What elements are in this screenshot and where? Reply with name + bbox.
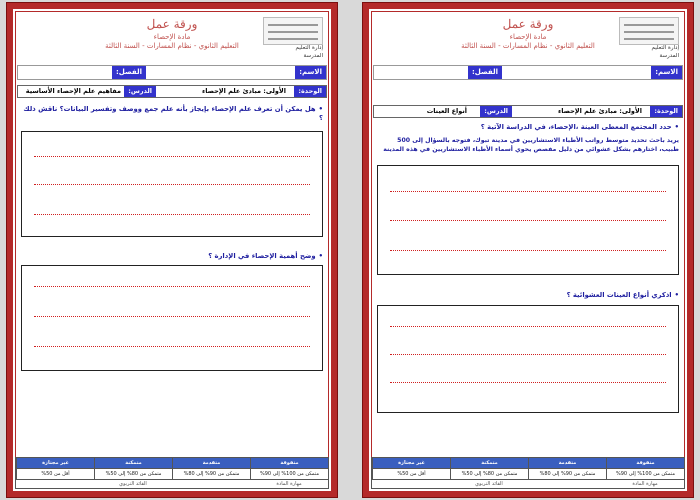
unit-value: الأولى: مبادئ علم الإحصاء	[201, 87, 286, 95]
unit-label: الوحدة:	[294, 86, 326, 97]
unit-value: الأولى: مبادئ علم الإحصاء	[557, 107, 642, 115]
bullet-icon: •	[318, 105, 323, 113]
lesson-label: الدرس:	[124, 86, 156, 97]
rubric-footer: القائد التربوي	[475, 481, 503, 487]
question-1: •هل يمكن أن تعرف علم الإحصاء بإيجاز بأنه علم جمع ووصف وتفسير البيانات؟ ناقش ذلك ؟	[23, 105, 323, 122]
rubric-footer	[16, 480, 94, 488]
rubric-footer	[528, 480, 606, 488]
track-title: التعليم الثانوي - نظام المسارات - السنة الثالثة	[461, 42, 595, 50]
unit-label: الوحدة:	[650, 106, 682, 117]
rubric-criterion: متمكن من 90% إلى 80%	[172, 469, 250, 479]
class-label: الفصل:	[112, 66, 146, 79]
rubric-criterion: أقل من 50%	[372, 469, 450, 479]
answer-box-2[interactable]	[377, 305, 679, 413]
rubric-level: متفوقة	[606, 458, 684, 468]
question-2: •وضح أهمية الإحصاء في الإدارة ؟	[208, 252, 323, 260]
rubric-criterion: متمكن من 90% إلى 80%	[528, 469, 606, 479]
admin-label: إدارة التعليم	[295, 45, 323, 51]
name-label: الاسم:	[295, 66, 326, 79]
name-label: الاسم:	[651, 66, 682, 79]
rubric-table	[371, 457, 685, 489]
admin-label: إدارة التعليم	[651, 45, 679, 51]
class-label: الفصل:	[468, 66, 502, 79]
bullet-icon: •	[674, 291, 679, 299]
worksheet-page-right	[363, 3, 693, 497]
rubric-level: غير مجتازة	[16, 458, 94, 468]
rubric-table	[15, 457, 329, 489]
track-title: التعليم الثانوي - نظام المسارات - السنة الثالثة	[105, 42, 239, 50]
answer-box-2[interactable]	[21, 265, 323, 371]
rubric-footer: القائد التربوي	[119, 481, 147, 487]
rubric-level: متقدمة	[172, 458, 250, 468]
lesson-label: الدرس:	[480, 106, 512, 117]
school-label: المدرسة	[303, 53, 323, 59]
rubric-criterion: متمكن من 100% إلى 90%	[250, 469, 328, 479]
rubric-footer: مهارة المادة	[632, 481, 658, 487]
school-label: المدرسة	[659, 53, 679, 59]
bullet-icon: •	[318, 252, 323, 260]
lesson-value: أنواع العينات	[426, 107, 467, 115]
question-2: •اذكري أنواع العينات العشوائية ؟	[566, 291, 679, 299]
bullet-icon: •	[674, 123, 679, 131]
question-1: •حدد المجتمع المعطى العينة ،الإحصاء، في الدراسة الآتية ؟	[480, 123, 679, 131]
rubric-criterion: متمكن من 80% إلى 50%	[450, 469, 528, 479]
worksheet-title: ورقة عمل	[502, 17, 554, 31]
study-text: يريد باحث تحديد متوسط رواتب الأطباء الاستشاريين في مدينة تبوك، فتوجه بالسؤال إلى 500 طبيب، اختارهم بشكل عشوائي من دليل مفصص يحوي أسماء الأطباء الاستشاريين في هذه المدينة	[383, 137, 679, 153]
lesson-info-row	[373, 105, 683, 118]
worksheet-title: ورقة عمل	[146, 17, 198, 31]
answer-box-1[interactable]	[377, 165, 679, 275]
rubric-level: غير مجتازة	[372, 458, 450, 468]
lesson-value: مفاهيم علم الإحصاء الأساسية	[25, 87, 121, 95]
rubric-level: متمكنة	[94, 458, 172, 468]
worksheet-page-left	[7, 3, 337, 497]
rubric-footer: مهارة المادة	[276, 481, 302, 487]
rubric-level: متقدمة	[528, 458, 606, 468]
rubric-criterion: متمكن من 100% إلى 90%	[606, 469, 684, 479]
student-name-row[interactable]	[373, 65, 683, 80]
answer-box-1[interactable]	[21, 131, 323, 237]
student-name-row[interactable]	[17, 65, 327, 80]
rubric-level: متفوقة	[250, 458, 328, 468]
rubric-footer	[172, 480, 250, 488]
subject-title: مادة الإحصاء	[153, 33, 191, 41]
rubric-criterion: متمكن من 80% إلى 50%	[94, 469, 172, 479]
rubric-footer	[372, 480, 450, 488]
lesson-info-row	[17, 85, 327, 98]
subject-title: مادة الإحصاء	[509, 33, 547, 41]
rubric-criterion: أقل من 50%	[16, 469, 94, 479]
rubric-level: متمكنة	[450, 458, 528, 468]
